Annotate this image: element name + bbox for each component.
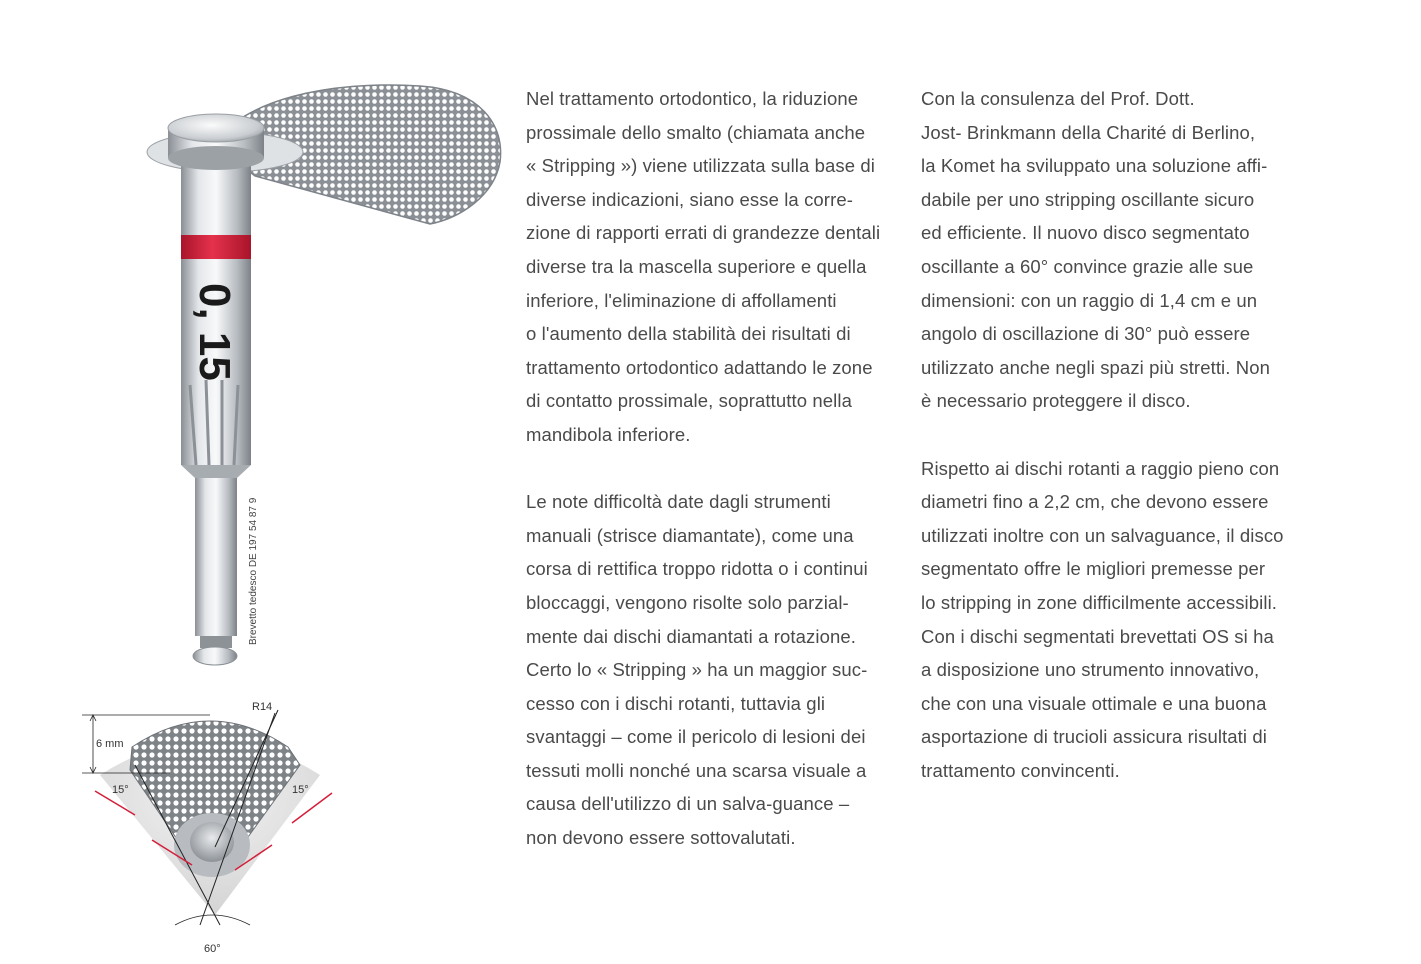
text-line: non devono essere sottovalutati. (526, 827, 796, 849)
text-line: prossimale dello smalto (chiamata anche (526, 121, 866, 143)
text-line: bloccaggi, vengono risolte solo parzial- (526, 591, 849, 613)
text-line: Jost- Brinkmann della Charité di Berlino, (921, 121, 1256, 143)
text-line: Rispetto ai dischi rotanti a raggio pieno con (921, 457, 1280, 479)
text-line: manuali (strisce diamantate), come una (526, 524, 854, 546)
text-line: oscillante a 60° convince grazie alle sue (921, 255, 1254, 277)
text-line: asportazione di trucioli assicura risultati di (921, 726, 1267, 748)
instrument-illustration (0, 0, 520, 680)
text-line: trattamento convincenti. (921, 759, 1120, 781)
text-line: che con una visuale ottimale e una buona (921, 692, 1267, 714)
text-line: tessuti molli nonché una scarsa visuale a (526, 759, 867, 781)
angle-left-label: 15° (112, 784, 129, 796)
text-line: segmentato offre le migliori premesse per (921, 558, 1266, 580)
text-line: mente dai dischi diamantati a rotazione. (526, 625, 856, 647)
height-label: 6 mm (96, 738, 124, 750)
text-line: di contatto prossimale, soprattutto nella (526, 390, 852, 412)
dimension-diagram (60, 695, 360, 960)
red-band (181, 235, 251, 259)
hub (168, 114, 264, 170)
text-line: dimensioni: con un raggio di 1,4 cm e un (921, 289, 1258, 311)
text-line: Le note difficoltà date dagli strumenti (526, 491, 831, 513)
text-line: mandibola inferiore. (526, 423, 691, 445)
text-line: diametri fino a 2,2 cm, che devono essere (921, 491, 1269, 513)
text-line: la Komet ha sviluppato una soluzione affi- (921, 155, 1268, 177)
text-line: diverse indicazioni, siano esse la corre- (526, 188, 853, 210)
text-line: Con la consulenza del Prof. Dott. (921, 88, 1195, 109)
radius-label: R14 (252, 701, 273, 713)
text-line: trattamento ortodontico adattando le zone (526, 356, 873, 378)
text-line: cesso con i dischi rotanti, tuttavia gli (526, 692, 826, 714)
text-line: dabile per uno stripping oscillante sicuro (921, 188, 1255, 210)
paragraph (921, 452, 1301, 788)
text-column-left (526, 82, 896, 855)
text-line: ed efficiente. Il nuovo disco segmentato (921, 222, 1250, 244)
paragraph (526, 82, 896, 452)
paragraph (921, 82, 1301, 418)
text-line: Nel trattamento ortodontico, la riduzione (526, 88, 859, 109)
text-line: diverse tra la mascella superiore e quella (526, 255, 867, 277)
angle-right-label: 15° (292, 784, 309, 796)
text-line: svantaggi – come il pericolo di lesioni dei (526, 726, 866, 748)
instrument-shaft (181, 140, 251, 665)
bottom-angle-label: 60° (204, 943, 221, 955)
text-line: utilizzato anche negli spazi più stretti. Non (921, 356, 1270, 378)
text-line: a disposizione uno strumento innovativo, (921, 659, 1260, 681)
text-line: corsa di rettifica troppo ridotta o i continui (526, 558, 868, 580)
text-column-right (921, 82, 1301, 787)
text-line: causa dell'utilizzo di un salva-guance – (526, 793, 850, 815)
text-line: o l'aumento della stabilità dei risultati di (526, 323, 851, 345)
text-line: angolo di oscillazione di 30° può essere (921, 323, 1251, 345)
patent-text: Brevetto tedesco DE 197 54 87 9 (248, 497, 259, 645)
text-line: è necessario proteggere il disco. (921, 390, 1191, 412)
text-line: inferiore, l'eliminazione di affollamenti (526, 289, 837, 311)
text-line: « Stripping ») viene utilizzata sulla base di (526, 155, 875, 177)
text-line: utilizzati inoltre con un salvaguance, il disco (921, 524, 1284, 546)
text-line: lo stripping in zone difficilmente accessibili. (921, 591, 1278, 613)
text-line: Con i dischi segmentati brevettati OS si ha (921, 625, 1274, 647)
text-line: zione di rapporti errati di grandezze dentali (526, 222, 881, 244)
text-line: Certo lo « Stripping » ha un maggior suc- (526, 659, 868, 681)
shaft-label: 0, 15 (190, 283, 239, 381)
paragraph (526, 485, 896, 855)
